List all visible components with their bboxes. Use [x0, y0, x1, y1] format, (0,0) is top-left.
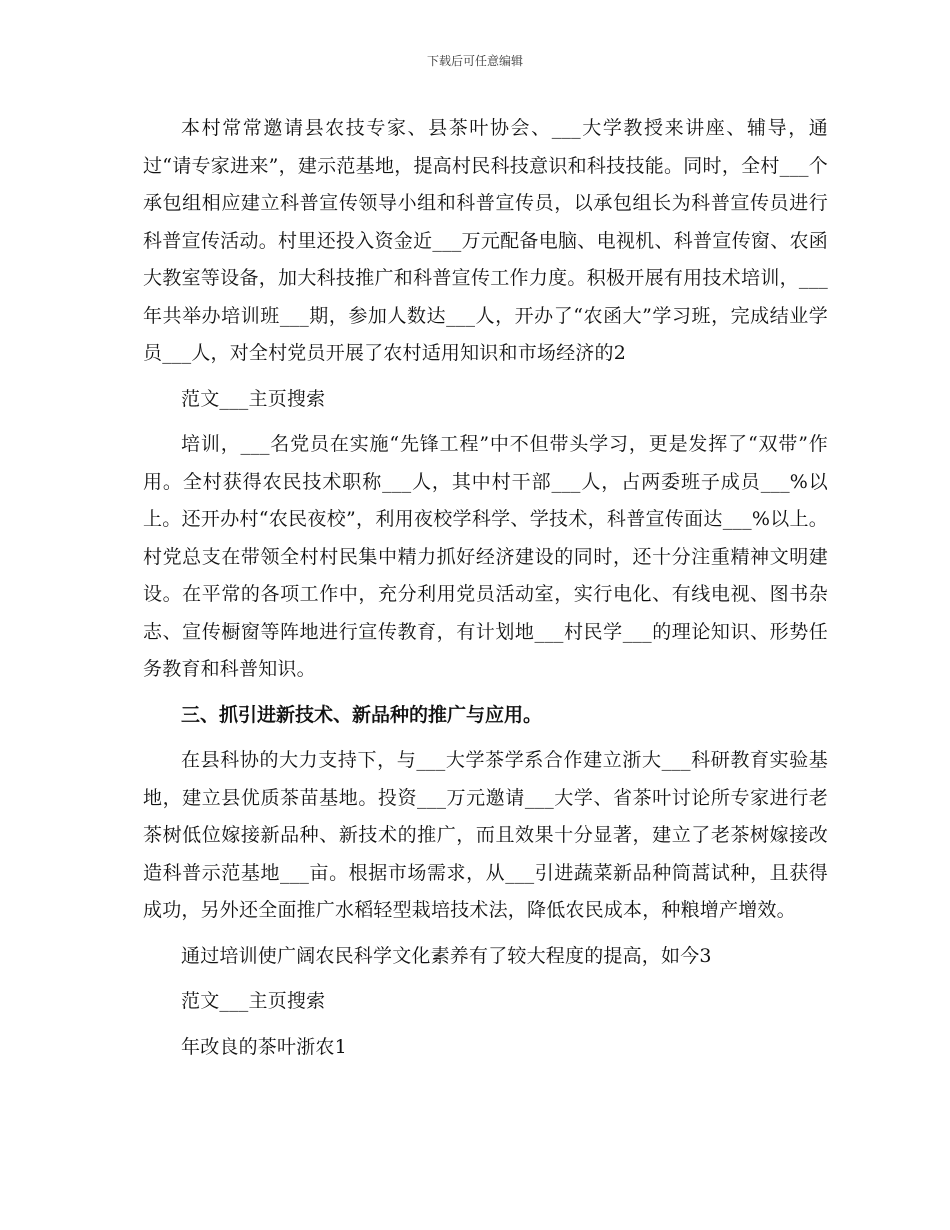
paragraph-new-technology: 在县科协的大力支持下，与___大学茶学系合作建立浙大___科研教育实验基地，建立县优质茶苗基地。投资___万元邀请___大学、省茶叶讨论所专家进行老茶树低位嫁接新品种、新技术的推广，而且效果十分显著，建立了老茶树嫁接改造科普示范基地___亩。根据市场需求，从___引进蔬菜新品种筒蒿试种，且获得成功，另外还全面推广水稻轻型栽培技术法，降低农民成本，种粮增产增效。 — [143, 749, 828, 921]
document-body — [143, 110, 828, 1074]
paragraph-training-intro: 本村常常邀请县农技专家、县茶叶协会、___大学教授来讲座、辅导，通过“请专家进来”，建示范基地，提高村民科技意识和科技技能。同时，全村___个承包组相应建立科普宣传领导小组和科普宣传员，以承包组长为科普宣传员进行科普宣传活动。村里还投入资金近___万元配备电脑、电视机、科普宣传窗、农函大教室等设备，加大科技推广和科普宣传工作力度。积极开展有用技术培训，___年共举办培训班___期，参加人数达___人，开办了“农函大”学习班，完成结业学员___人，对全村党员开展了农村适用知识和市场经济的2 — [143, 117, 828, 364]
section-heading-new-technology: 三、抓引进新技术、新品种的推广与应用。 — [181, 703, 543, 726]
paragraph-tea-improvement: 年改良的茶叶浙农1 — [181, 1035, 347, 1058]
paragraph-training-result: 通过培训使广阔农民科学文化素养有了较大程度的提高，如今3 — [181, 944, 712, 967]
search-footer-line: 范文___主页搜索 — [181, 990, 326, 1012]
paragraph-party-training: 培训，___名党员在实施“先锋工程”中不但带头学习，更是发挥了“双带”作用。全村获得农民技术职称___人，其中村干部___人，占两委班子成员___%以上。还开办村“农民夜校”，利用夜校学科学、学技术，科普宣传面达___%以上。村党总支在带领全村村民集中精力抓好经济建设的同时，还十分注重精神文明建设。在平常的各项工作中，充分利用党员活动室，实行电化、有线电视、图书杂志、宣传橱窗等阵地进行宣传教育，有计划地___村民学___的理论知识、形势任务教育和科普知识。 — [143, 433, 828, 680]
search-footer-line: 范文___主页搜索 — [181, 387, 326, 410]
page-header: 下载后可任意编辑 — [426, 54, 523, 68]
